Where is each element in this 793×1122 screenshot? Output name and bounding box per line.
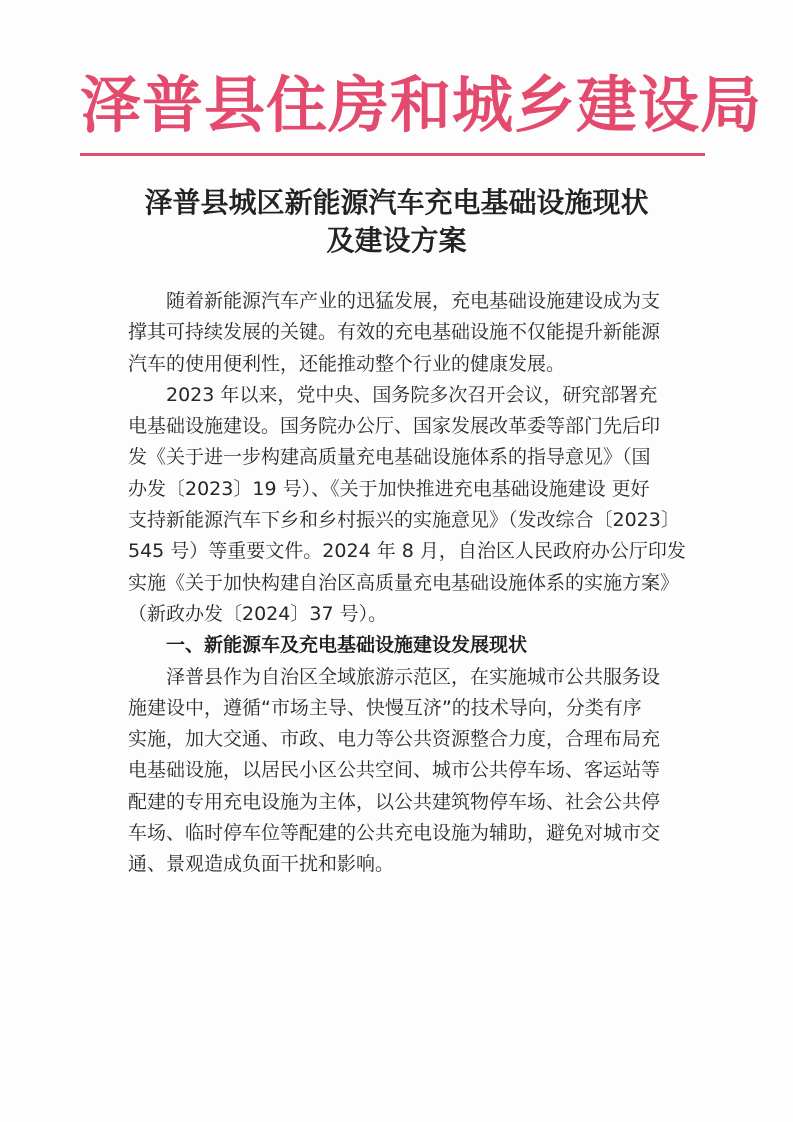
- text-line: 配建的专用充电设施为主体，以公共建筑物停车场、社会公共停: [128, 790, 661, 813]
- document-title: [100, 184, 693, 260]
- document-title-line-1: 泽普县城区新能源汽车充电基础设施现状: [144, 186, 649, 219]
- text-line: 汽车的使用便利性，还能推动整个行业的健康发展。: [128, 352, 566, 375]
- text-line: 办发〔2023〕19 号）、《关于加快推进充电基础设施建设 更好: [128, 477, 650, 500]
- text-line: 实施《关于加快构建自治区高质量充电基础设施体系的实施方案》: [128, 571, 680, 594]
- text-line: 施建设中，遵循“市场主导、快慢互济”的技术导向，分类有序: [128, 696, 642, 719]
- text-line: 随着新能源汽车产业的迅猛发展，充电基础设施建设成为支: [166, 290, 661, 312]
- text-line: 发《关于进一步构建高质量充电基础设施体系的指导意见》（国: [128, 446, 651, 469]
- text-line: 通、景观造成负面干扰和影响。: [128, 853, 395, 876]
- document-title-line-2: 及建设方案: [326, 224, 467, 257]
- section-heading-text: 一、新能源车及充电基础设施建设发展现状: [166, 634, 528, 657]
- text-line: 实施，加大交通、市政、电力等公共资源整合力度，合理布局充: [128, 728, 661, 751]
- red-divider-line: [80, 153, 705, 156]
- text-line: 电基础设施建设。国务院办公厅、国家发展改革委等部门先后印: [128, 415, 661, 438]
- issuing-organization-header: 泽普县住房和城乡建设局: [80, 70, 763, 141]
- paragraph-current-status: [128, 662, 696, 881]
- text-line: 545 号）等重要文件。2024 年 8 月，自治区人民政府办公厅印发: [128, 540, 686, 563]
- paragraph-intro: [128, 286, 696, 380]
- text-line: （新政办发〔2024〕37 号）。: [128, 602, 388, 625]
- text-line: 泽普县作为自治区全域旅游示范区，在实施城市公共服务设: [166, 665, 661, 688]
- document-body: [128, 286, 696, 881]
- section-heading: [128, 630, 696, 661]
- text-line: 2023 年以来，党中央、国务院多次召开会议，研究部署充: [166, 383, 658, 406]
- text-line: 车场、临时停车位等配建的公共充电设施为辅助，避免对城市交: [128, 822, 661, 845]
- text-line: 撑其可持续发展的关键。有效的充电基础设施不仅能提升新能源: [128, 321, 661, 344]
- text-line: 支持新能源汽车下乡和乡村振兴的实施意见》（发改综合〔2023〕: [128, 509, 680, 532]
- paragraph-policy-background: [128, 380, 696, 630]
- text-line: 电基础设施，以居民小区公共空间、城市公共停车场、客运站等: [128, 759, 661, 782]
